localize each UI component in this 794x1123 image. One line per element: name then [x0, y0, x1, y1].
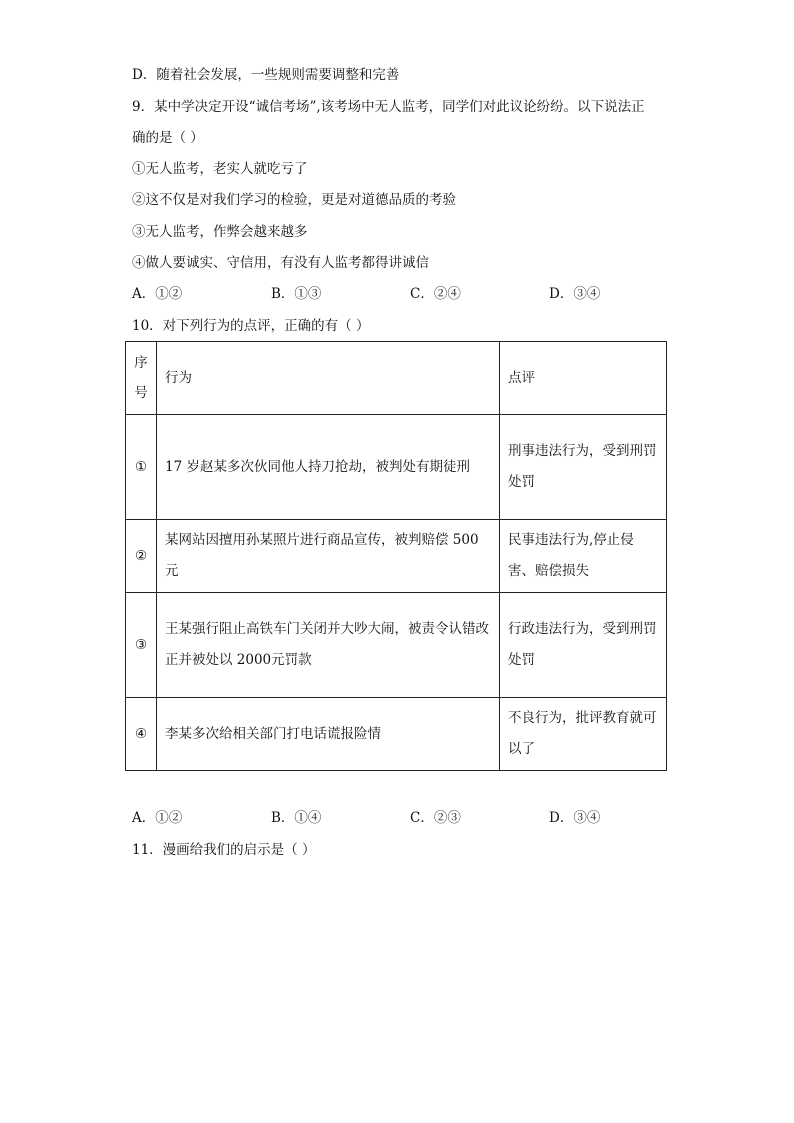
header-comment: 点评	[500, 342, 667, 415]
table-row	[126, 698, 667, 771]
q11-stem: 11．漫画给我们的启示是（ ）	[132, 842, 316, 858]
q10-option-c[interactable]: C．②③	[410, 810, 461, 826]
row-comment: 行政违法行为，受到刑罚处罚	[500, 593, 667, 698]
row-comment: 刑事违法行为，受到刑罚处罚	[500, 415, 667, 520]
q10-stem: 10．对下列行为的点评，正确的有（ ）	[132, 318, 370, 334]
q9-option-c[interactable]: C．②④	[410, 286, 461, 302]
q10-table	[125, 341, 667, 771]
row-num: ②	[126, 520, 157, 593]
q10-option-b[interactable]: B．①④	[271, 810, 322, 826]
row-behavior: 王某强行阻止高铁车门关闭并大吵大闹，被责令认错改正并被处以 2000元罚款	[157, 593, 500, 698]
q9-item-4: ④做人要诚实、守信用，有没有人监考都得讲诚信	[132, 255, 429, 271]
q8-option-d: D．随着社会发展，一些规则需要调整和完善	[132, 67, 400, 83]
q9-stem-line1: 9．某中学决定开设“诚信考场”,该考场中无人监考，同学们对此议论纷纷。以下说法正	[132, 99, 645, 115]
q9-option-b[interactable]: B．①③	[271, 286, 322, 302]
table-header-row	[126, 342, 667, 415]
row-behavior: 李某多次给相关部门打电话谎报险情	[157, 698, 500, 771]
q10-option-a[interactable]: A．①②	[132, 810, 183, 826]
row-comment: 民事违法行为,停止侵害、赔偿损失	[500, 520, 667, 593]
q9-option-d[interactable]: D．③④	[549, 286, 601, 302]
row-num: ③	[126, 593, 157, 698]
row-behavior: 某网站因擅用孙某照片进行商品宣传，被判赔偿 500 元	[157, 520, 500, 593]
table-row	[126, 520, 667, 593]
q9-item-2: ②这不仅是对我们学习的检验，更是对道德品质的考验	[132, 192, 456, 208]
row-num: ①	[126, 415, 157, 520]
header-num: 序号	[126, 342, 157, 415]
q9-stem-line2: 确的是（ ）	[132, 130, 204, 146]
q9-item-3: ③无人监考，作弊会越来越多	[132, 224, 308, 240]
row-num: ④	[126, 698, 157, 771]
q9-item-1: ①无人监考，老实人就吃亏了	[132, 161, 308, 177]
row-behavior: 17 岁赵某多次伙同他人持刀抢劫，被判处有期徒刑	[157, 415, 500, 520]
header-behavior: 行为	[157, 342, 500, 415]
q9-option-a[interactable]: A．①②	[132, 286, 183, 302]
row-comment: 不良行为，批评教育就可以了	[500, 698, 667, 771]
q10-option-d[interactable]: D．③④	[549, 810, 601, 826]
table-row	[126, 593, 667, 698]
table-row	[126, 415, 667, 520]
